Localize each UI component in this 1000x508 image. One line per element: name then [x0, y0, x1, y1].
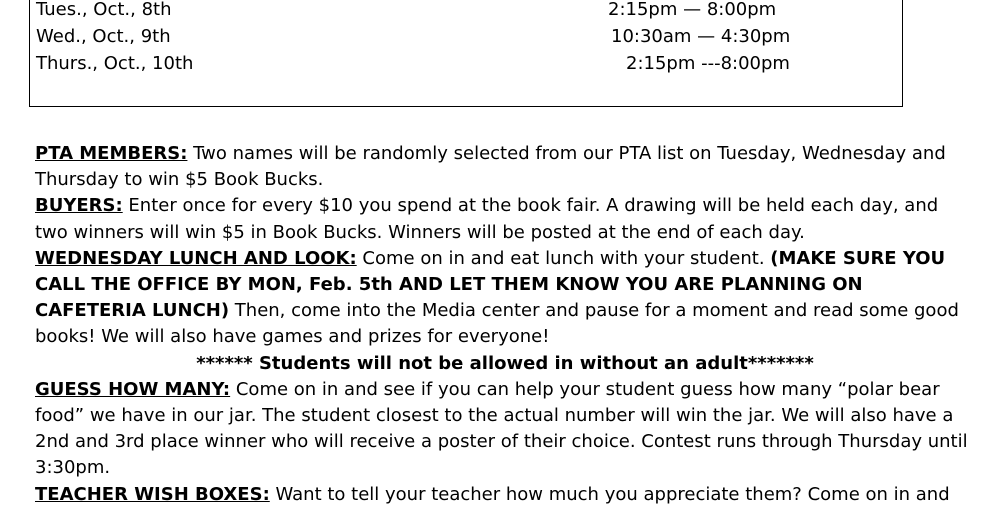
schedule-day: Wed., Oct., 9th [36, 26, 171, 47]
schedule-day: Thurs., Oct., 10th [36, 53, 194, 74]
adult-required-notice: ****** Students will not be allowed in without an adult******* [196, 352, 814, 374]
schedule-row [36, 0, 902, 23]
lunch-text-continued: Then, come into the Media center and pause for a moment and read some good books! We will also have games and prizes for everyone! [35, 300, 959, 348]
teacher-wish-boxes-text: Want to tell your teacher how much you appreciate them? Come on in and [269, 483, 950, 505]
schedule-box [29, 0, 903, 107]
pta-members-text: Two names will be randomly selected from our PTA list on Tuesday, Wednesday and Thursday to win $5 Book Bucks. [35, 143, 946, 191]
schedule-row [36, 24, 902, 50]
guess-how-many-text: Come on in and see if you can help your student guess how many “polar bear food” we have in our jar. The student closest to the actual number will win the jar. We will also have a 2nd and 3rd place winner who will receive a poster of their choice. Contest runs through Thursday until 3:30pm. [35, 378, 968, 479]
pta-members-paragraph [35, 141, 975, 193]
lunch-paragraph [35, 246, 975, 351]
buyers-heading: BUYERS: [35, 195, 123, 217]
lunch-text: Come on in and eat lunch with your student. [356, 247, 771, 269]
announcement-body [35, 141, 975, 508]
lunch-call-notice: (MAKE SURE YOU CALL THE OFFICE BY MON, Feb. 5th AND LET THEM KNOW YOU ARE PLANNING ON CAFETERIA LUNCH) [35, 247, 946, 322]
teacher-wish-boxes-paragraph [35, 482, 975, 508]
schedule-time: 2:15pm ---8:00pm [626, 53, 790, 74]
guess-how-many-heading: GUESS HOW MANY: [35, 378, 231, 400]
buyers-paragraph [35, 193, 975, 245]
lunch-heading: WEDNESDAY LUNCH AND LOOK: [35, 247, 357, 269]
teacher-wish-boxes-heading: TEACHER WISH BOXES: [35, 483, 270, 505]
guess-how-many-paragraph [35, 377, 975, 482]
schedule-time: 10:30am — 4:30pm [611, 26, 791, 47]
schedule-time: 2:15pm — 8:00pm [608, 0, 777, 20]
schedule-row [36, 51, 902, 77]
schedule-day: Tues., Oct., 8th [36, 0, 172, 20]
buyers-text: Enter once for every $10 you spend at the book fair. A drawing will be held each day, and two winners will win $5 in Book Bucks. Winners will be posted at the end of each day. [35, 195, 939, 243]
pta-members-heading: PTA MEMBERS: [35, 143, 188, 164]
